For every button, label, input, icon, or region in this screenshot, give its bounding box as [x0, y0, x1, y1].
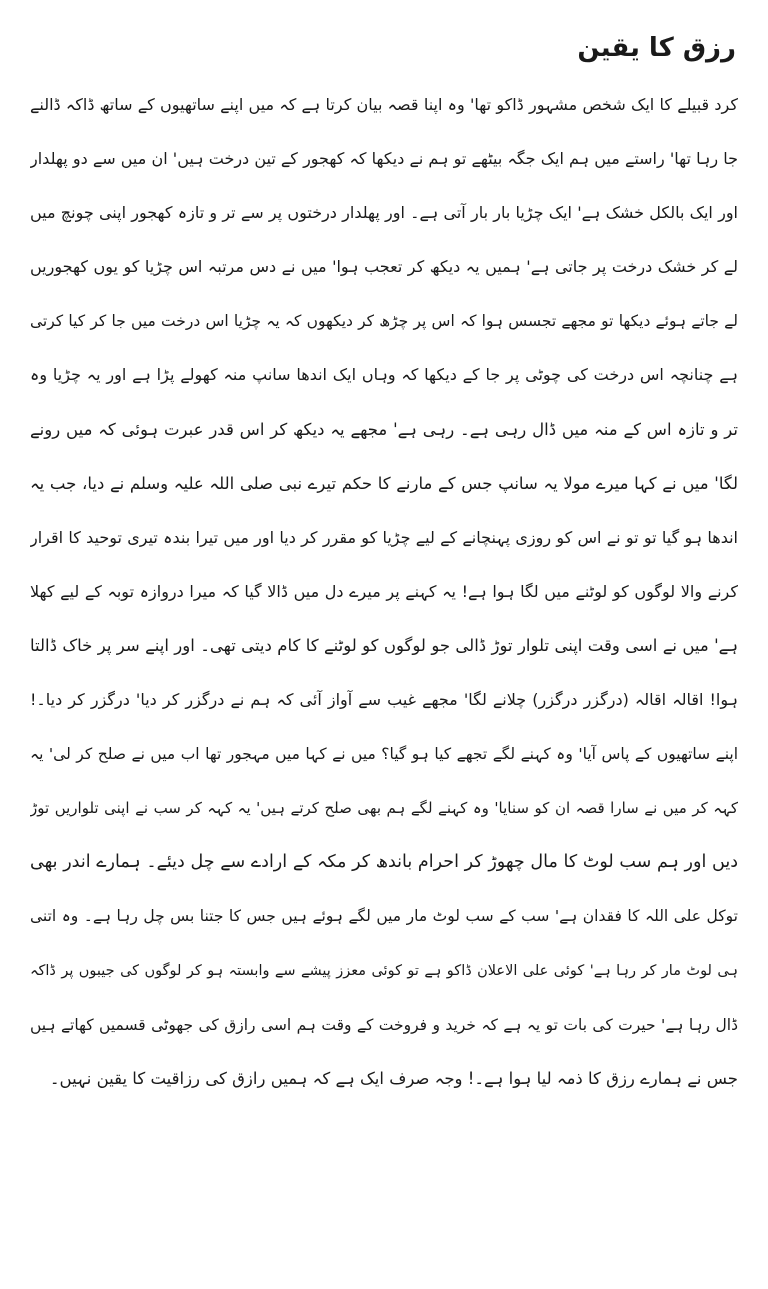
paragraph-line: توکل علی اللہ کا فقدان ہے' سب کے سب لوٹ مار میں لگے ہوئے ہیں جس کا جتنا بس چل رہا ہے۔ وہ اتنی — [30, 907, 738, 926]
paragraph-line: کہہ کر میں نے سارا قصہ ان کو سنایا' وہ کہنے لگے ہم بھی صلح کرتے ہیں' یہ کہہ کر سب نے اپنی تلواریں توڑ — [30, 799, 738, 818]
paragraph-line: کرنے والا لوگوں کو لوٹنے میں لگا ہوا ہے! یہ کہنے پر میرے دل میں ڈالا گیا کہ میرا دروازہ توبہ کے لیے کھلا — [30, 581, 738, 601]
paragraph-line: کرد قبیلے کا ایک شخص مشہور ڈاکو تھا' وہ اپنا قصہ بیان کرتا ہے کہ میں اپنے ساتھیوں کے ساتھ ڈاکہ ڈالنے — [30, 95, 738, 114]
paragraph-line: دیں اور ہم سب لوٹ کا مال چھوڑ کر احرام باندھ کر مکہ کے ارادے سے چل دیئے۔ ہمارے اندر بھی — [30, 852, 738, 873]
paragraph-line: لے کر خشک درخت پر جاتی ہے' ہمیں یہ دیکھ کر تعجب ہوا' میں نے دس مرتبہ اس چڑیا کو یوں کھجوریں — [30, 257, 738, 277]
paragraph-line: اندھا ہو گیا تو تو نے اس کو روزی پہنچانے کے لیے چڑیا کو مقرر کر دیا اور میں تیرا بندہ تیری توحید کا اقرار — [30, 527, 738, 547]
paragraph-line: ہوا! اقالہ اقالہ (درگزر درگزر) چلانے لگا' مجھے غیب سے آواز آئی کہ ہم نے درگزر کر دیا' درگزر کر دیا۔! — [30, 690, 738, 710]
paragraph-line: جس نے ہمارے رزق کا ذمہ لیا ہوا ہے۔! وجہ صرف ایک ہے کہ ہمیں رازق کی رزاقیت کا یقین نہیں۔ — [49, 1068, 738, 1088]
paragraph-line: ہے چنانچہ اس درخت کی چوٹی پر جا کے دیکھا کہ وہاں ایک اندھا سانپ منہ کھولے پڑا ہے اور یہ چڑیا وہ — [30, 365, 738, 385]
paragraph-line: اپنے ساتھیوں کے پاس آیا' وہ کہنے لگے تجھے کیا ہو گیا؟ میں نے کہا میں مہجور تھا اب میں نے صلح کر لی' یہ — [30, 745, 738, 764]
paragraph-line: اور ایک بالکل خشک ہے' ایک چڑیا بار بار آتی ہے۔ اور پھلدار درختوں پر سے تر و تازہ کھجور اپنی چونچ میں — [30, 203, 738, 223]
paragraph-line: لگا' میں نے کہا میرے مولا یہ سانپ جس کے مارنے کا حکم تیرے نبی صلی اللہ علیہ وسلم نے دیا، جب یہ — [30, 473, 738, 493]
article-body — [30, 78, 738, 1106]
paragraph-line: ہے' میں نے اسی وقت اپنی تلوار توڑ ڈالی جو لوگوں کو لوٹنے کا کام دیتی تھی۔ اور اپنے سر پر خاک ڈالتا — [30, 635, 738, 655]
paragraph-line: ڈال رہا ہے' حیرت کی بات تو یہ ہے کہ خرید و فروخت کے وقت ہم اسی رازق کی جھوٹی قسمیں کھاتے ہیں — [30, 1015, 738, 1034]
paragraph-line: جا رہا تھا' راستے میں ہم ایک جگہ بیٹھے تو ہم نے دیکھا کہ کھجور کے تین درخت ہیں' ان میں سے دو پھلدار — [30, 149, 738, 169]
paragraph-line: تر و تازہ اس کے منہ میں ڈال رہی ہے۔ رہی ہے' مجھے یہ دیکھ کر اس قدر عبرت ہوئی کہ میں رونے — [30, 419, 738, 439]
paragraph-line: لے جاتے ہوئے دیکھا تو مجھے تجسس ہوا کہ اس پر چڑھ کر دیکھوں کہ یہ چڑیا اس درخت میں جا کر کیا کرتی — [30, 312, 738, 331]
paragraph-line: ہی لوٹ مار کر رہا ہے' کوئی علی الاعلان ڈاکو ہے تو کوئی معزز پیشے سے وابستہ ہو کر لوگوں کی جیبوں پر ڈاکہ — [30, 962, 738, 979]
page-title: رزق کا یقین — [577, 33, 736, 63]
